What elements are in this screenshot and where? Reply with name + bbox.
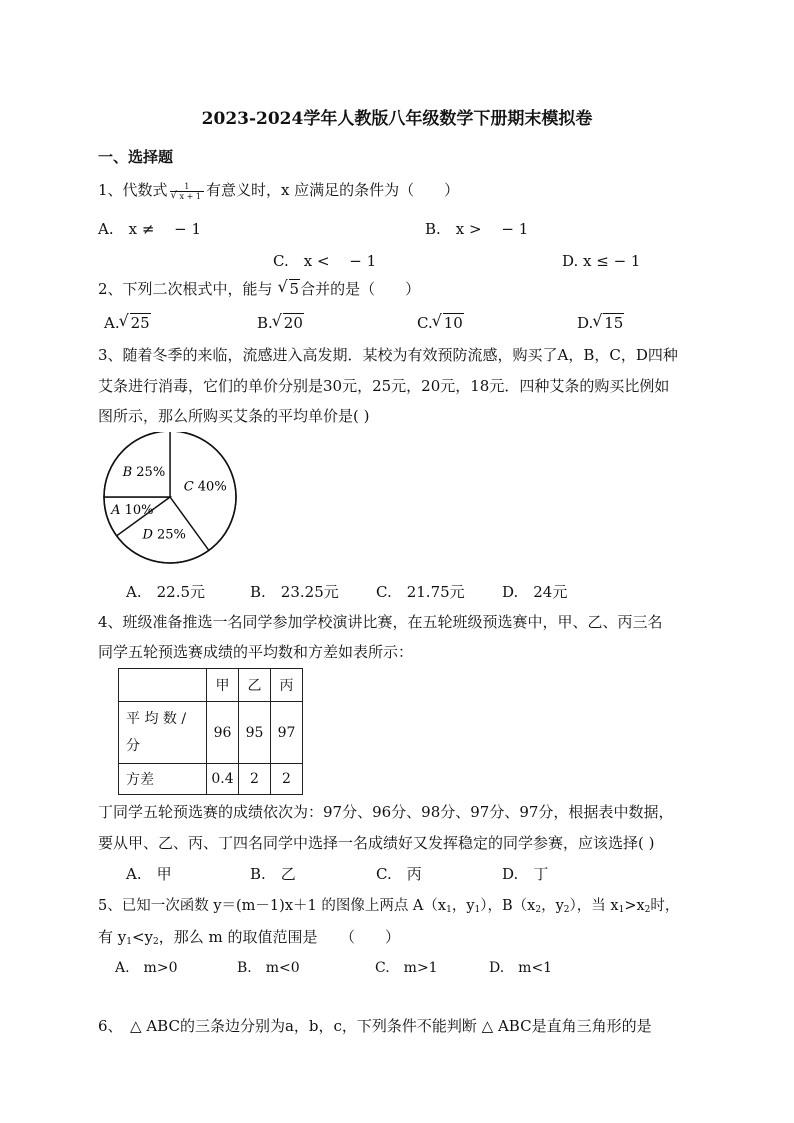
- q5-subscript: 2: [535, 905, 542, 915]
- q2-option-c-label: C.: [417, 314, 433, 332]
- q3-line-1: 3、随着冬季的来临，流感进入高发期．某校为有效预防流感，购买了A，B，C，D四种: [98, 346, 678, 364]
- q5-subscript: 2: [153, 937, 159, 947]
- table-row-label-line: 平 均 数 /: [126, 710, 187, 727]
- q2-option-d-radicand: 15: [604, 314, 624, 332]
- q6-line-1: 6、 △ ABC的三条边分别为a，b，c，下列条件不能判断 △ ABC是直角三角形的是: [98, 1017, 652, 1035]
- table-row: [119, 764, 303, 795]
- q5-option-d: D. m<1: [489, 960, 553, 976]
- q5-text: ），B（x: [480, 898, 536, 914]
- q3-option-c: C. 21.75元: [376, 583, 465, 601]
- q3-line-3: 图所示，那么所购买艾条的平均单价是( ): [98, 407, 370, 425]
- q2-radicand: 5: [289, 280, 300, 298]
- q2-suffix: 合并的是（ ）: [300, 280, 421, 298]
- q5-text: 时，: [650, 898, 680, 914]
- q1-suffix: 有意义时，x 应满足的条件为（ ）: [205, 181, 460, 199]
- q5-text: ，y: [541, 898, 564, 914]
- q2-option-d-label: D.: [577, 314, 594, 332]
- q3-option-b: B. 23.25元: [250, 583, 339, 601]
- table-header-cell: 乙: [239, 669, 271, 702]
- q4-option-c: C. 丙: [376, 865, 422, 883]
- q5-text: ），当 x: [569, 898, 619, 914]
- q2-option-b-label: B.: [257, 314, 273, 332]
- q4-option-a: A. 甲: [126, 865, 172, 883]
- q5-text: ，那么 m 的取值范围是 （ ）: [158, 928, 401, 946]
- q4-option-d: D. 丁: [502, 865, 549, 883]
- table-row-label: 方差: [119, 764, 207, 795]
- q4-line-1: 4、班级准备推选一名同学参加学校演讲比赛，在五轮班级预选赛中，甲、乙、丙三名: [98, 613, 663, 631]
- q4-option-b: B. 乙: [250, 865, 296, 883]
- pie-chart: [100, 432, 240, 572]
- q2-stem: [98, 279, 420, 299]
- table-cell: 96: [207, 702, 239, 764]
- q5-subscript: 2: [563, 905, 570, 915]
- page-title: 2023-2024学年人教版八年级数学下册期末模拟卷: [201, 109, 593, 129]
- table-header-row: [119, 669, 303, 702]
- table-row-label-line: 分: [126, 737, 140, 754]
- table-cell: 0.4: [207, 764, 239, 795]
- q2-option-b-sqrt: [273, 313, 304, 333]
- table-header-cell: 丙: [271, 669, 303, 702]
- q1-option-d: D. x ≤ − 1: [562, 252, 641, 270]
- q3-option-a: A. 22.5元: [126, 583, 205, 601]
- pie-label-a: A 10%: [111, 503, 154, 519]
- q1-radicand: x + 1: [179, 191, 201, 201]
- q5-subscript: 1: [618, 905, 625, 915]
- pie-label-d: D 25%: [142, 527, 186, 543]
- q2-sqrt: [279, 279, 301, 299]
- q1-option-a: A. x ≠ − 1: [98, 220, 202, 238]
- table-row: [119, 702, 303, 764]
- q4-line-4: 要从甲、乙、丙、丁四名同学中选择一名成绩好又发挥稳定的同学参赛，应该选择( ): [98, 834, 655, 852]
- table-cell: 97: [271, 702, 303, 764]
- q2-option-b: [257, 313, 304, 333]
- table-row-label: [119, 702, 207, 764]
- table-cell: 2: [271, 764, 303, 795]
- q5-line-1: [98, 896, 679, 920]
- q2-option-a: [104, 313, 151, 333]
- q2-option-c: [417, 313, 464, 333]
- table-cell: 2: [239, 764, 271, 795]
- q5-text: >x: [624, 898, 645, 914]
- q3-option-d: D. 24元: [502, 583, 568, 601]
- q5-line-2: [98, 927, 400, 952]
- table-cell: 95: [239, 702, 271, 764]
- q5-option-a: A. m>0: [115, 960, 178, 976]
- q1-frac-denominator: [170, 191, 204, 201]
- q2-option-c-radicand: 10: [443, 314, 463, 332]
- q5-option-b: B. m<0: [237, 960, 300, 976]
- q5-subscript: 1: [126, 937, 132, 947]
- q1-fraction: [170, 182, 204, 201]
- q5-subscript: 1: [446, 905, 452, 915]
- q4-line-2: 同学五轮预选赛成绩的平均数和方差如表所示：: [98, 643, 414, 661]
- q3-line-2: 艾条进行消毒，它们的单价分别是30元，25元，20元，18元．四种艾条的购买比例如: [98, 377, 670, 395]
- pie-label-c: C 40%: [183, 479, 227, 495]
- q1-option-b: B. x > − 1: [425, 220, 529, 238]
- pie-label-b: B 25%: [122, 464, 166, 480]
- q2-prefix: 2、下列二次根式中，能与: [98, 280, 273, 298]
- q5-text: 有 y: [98, 928, 127, 946]
- table-header-cell: 甲: [207, 669, 239, 702]
- q1-prefix: 1、代数式: [98, 181, 168, 199]
- q2-option-d: [577, 313, 624, 333]
- q5-text: 5、已知一次函数 y＝(m－1)x＋1 的图像上两点 A（x: [98, 898, 447, 914]
- q2-option-a-label: A.: [104, 314, 120, 332]
- q2-option-b-radicand: 20: [283, 314, 303, 332]
- q5-text: ，y: [451, 898, 475, 914]
- section-heading: 一、选择题: [98, 148, 174, 166]
- q2-option-d-sqrt: [593, 313, 624, 333]
- q1-sqrt: [172, 192, 202, 201]
- q4-line-3: 丁同学五轮预选赛的成绩依次为：97分、96分、98分、97分、97分，根据表中数据，: [98, 803, 674, 821]
- q5-subscript: 2: [644, 905, 651, 915]
- q1-option-c: C. x < − 1: [273, 252, 377, 270]
- q4-table: [118, 668, 303, 795]
- q2-option-c-sqrt: [433, 313, 464, 333]
- q2-option-a-sqrt: [120, 313, 151, 333]
- q2-option-a-radicand: 25: [130, 314, 150, 332]
- q1-stem: [98, 180, 459, 201]
- q1-frac-numerator: 1: [184, 181, 190, 191]
- q5-text: <y: [131, 928, 154, 946]
- q5-subscript: 1: [474, 905, 481, 915]
- table-header-cell: [119, 669, 207, 702]
- q5-option-c: C. m>1: [375, 960, 438, 976]
